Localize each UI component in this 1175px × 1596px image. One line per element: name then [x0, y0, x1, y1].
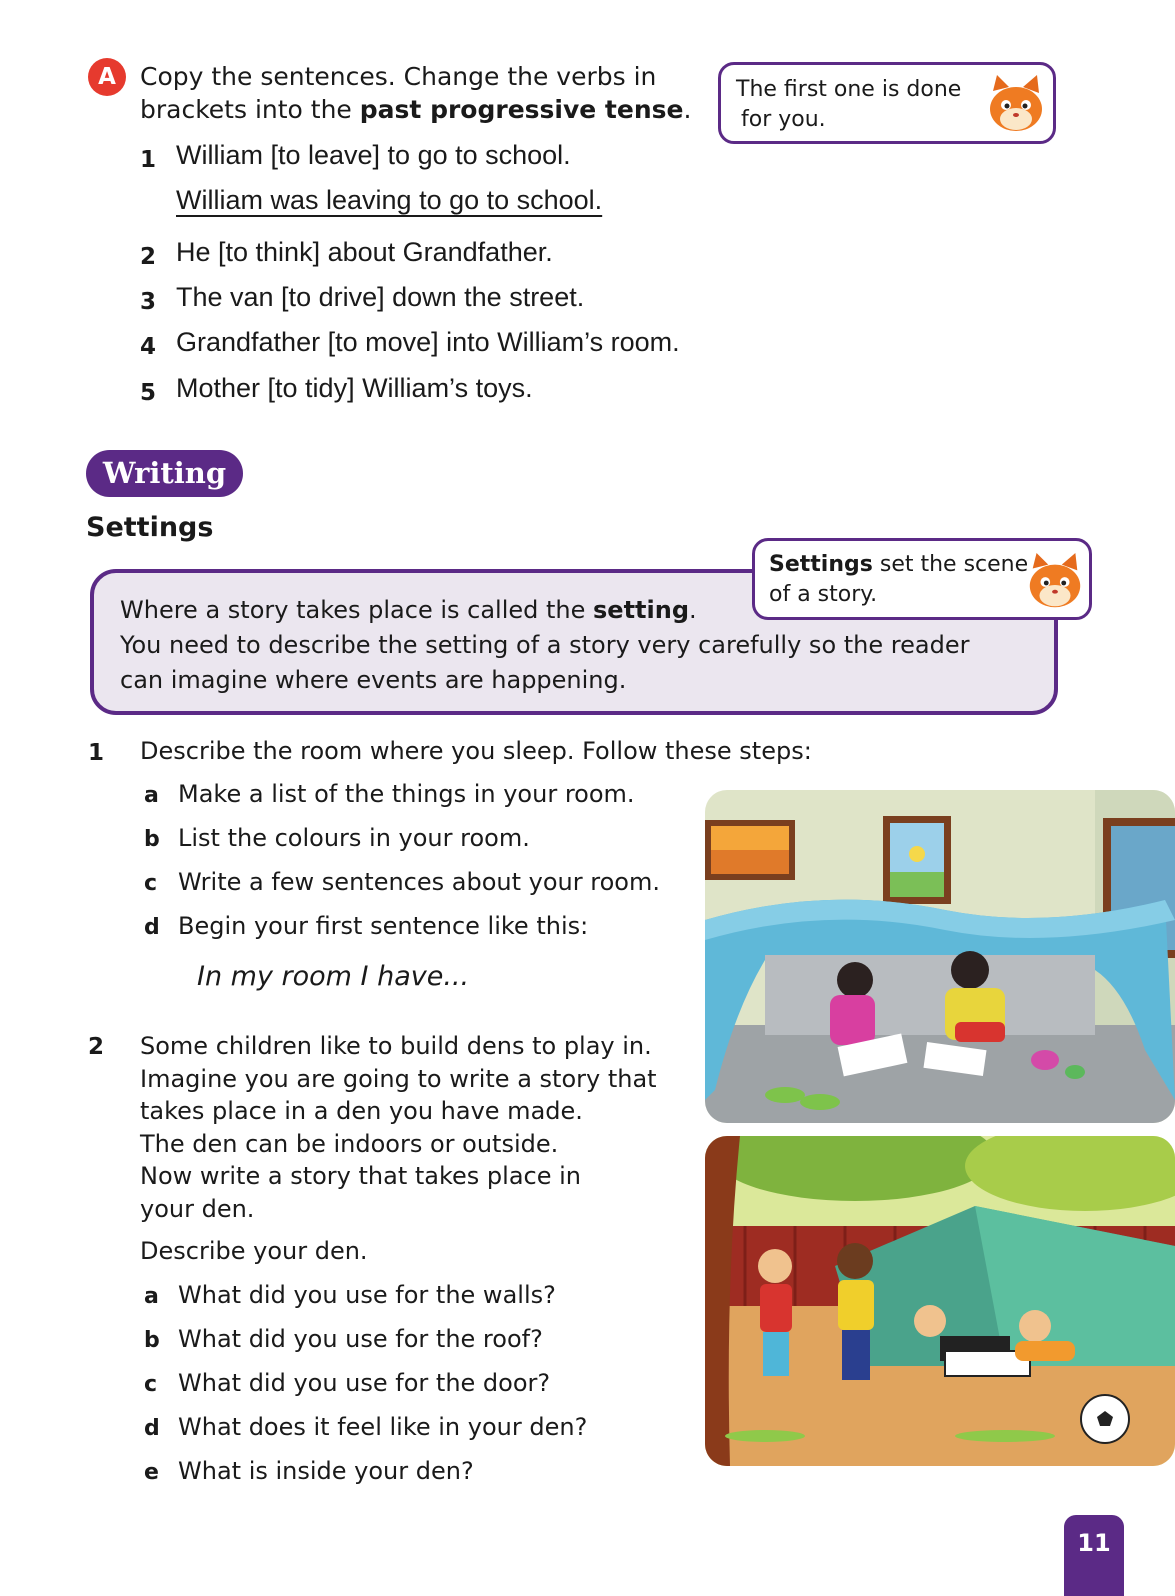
example-answer: William was leaving to go to school.: [176, 185, 603, 215]
tip-settings-line-2: of a story.: [769, 582, 878, 607]
activity-a-instruction: [140, 60, 700, 126]
question-1-text: Describe the room where you sleep. Follow these steps:: [140, 737, 812, 765]
tip-box-first-done: [718, 62, 1056, 144]
paragraph-line: takes place in a den you have made.: [140, 1097, 583, 1126]
describe-your-den: Describe your den.: [140, 1237, 368, 1265]
tip-box-settings: [752, 538, 1092, 620]
activity-a-badge: A: [88, 58, 126, 96]
page-number: 11: [1077, 1529, 1111, 1557]
question-2-paragraph: [140, 1030, 657, 1226]
info-line-1: Where a story takes place is called the setting.: [120, 596, 697, 624]
tip-settings-line-1: Settings set the scene: [769, 552, 1029, 577]
tip-line-1: The first one is done: [736, 77, 962, 102]
example-sentence: In my room I have...: [197, 961, 470, 992]
paragraph-line: Imagine you are going to write a story that: [140, 1064, 657, 1093]
paragraph-line: Some children like to build dens to play in.: [140, 1032, 652, 1060]
paragraph-line: your den.: [140, 1194, 255, 1223]
indoor-den-illustration: [705, 790, 1175, 1123]
settings-heading: Settings: [86, 512, 214, 543]
cat-mascot-icon: [1023, 551, 1087, 615]
page-number-tab: [1064, 1515, 1124, 1596]
question-2-number: 2: [88, 1034, 105, 1060]
question-1-number: 1: [88, 740, 105, 766]
info-line-2: You need to describe the setting of a story very carefully so the reader: [120, 631, 970, 659]
paragraph-line: The den can be indoors or outside.: [140, 1129, 559, 1158]
cat-mascot-icon: [983, 73, 1049, 139]
outdoor-den-illustration: [705, 1136, 1175, 1466]
instruction-line-2: brackets into the past progressive tense.: [140, 95, 692, 124]
tip-line-2: for you.: [741, 107, 826, 132]
writing-section-label: Writing: [86, 450, 243, 497]
info-line-3: can imagine where events are happening.: [120, 666, 627, 694]
paragraph-line: Now write a story that takes place in: [140, 1162, 581, 1191]
instruction-line-1: Copy the sentences. Change the verbs in: [140, 62, 657, 91]
